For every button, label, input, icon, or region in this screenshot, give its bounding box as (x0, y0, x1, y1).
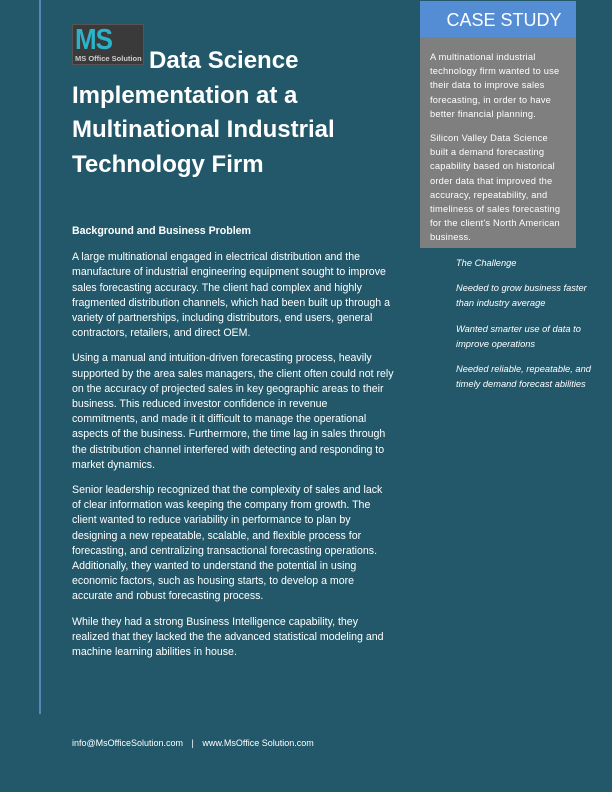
case-study-paragraph: A multinational industrial technology firm wanted to use their data to improve sales forecasting, in order to have better financial planning. (430, 52, 560, 119)
vertical-rule (39, 0, 41, 714)
paragraph: Senior leadership recognized that the complexity of sales and lack of clear information was keeping the company from growth. The client wanted to reduce variability in performance to plan by designing a new repeatable, scalable, and flexible process for forecasting, and centralizing transactional forecasting operations. Additionally, they wanted to understand the potential in using economic factors, such as housing starts, to develop a more accurate and robust forecasting process. (72, 484, 383, 603)
logo-text: MS Office Solution (75, 54, 142, 63)
main-content (72, 224, 394, 670)
challenge-list (456, 256, 596, 402)
challenge-item: Wanted smarter use of data to improve operations (456, 323, 581, 349)
paragraph: A large multinational engaged in electrical distribution and the manufacture of industrial engineering equipment sought to improve sales forecasting accuracy. The client had complex and highly fragmented distribution channels, which had been built up through a variety of partnerships, including distributors, end users, general contractors, retailers, and direct OEM. (72, 251, 391, 340)
footer-email[interactable]: info@MsOfficeSolution.com (72, 738, 184, 748)
paragraph: While they had a strong Business Intelligence capability, they realized that they lacked the the advanced statistical modeling and machine learning abilities in house. (72, 615, 384, 659)
logo-mark: MS (75, 22, 112, 56)
footer-website[interactable]: www.MsOffice Solution.com (202, 738, 314, 748)
case-study-paragraph: Silicon Valley Data Science built a demand forecasting capability based on historical order data that improved the accuracy, repeatability, and timeliness of sales forecasting for the client's North American business. (430, 133, 561, 243)
paragraph: Using a manual and intuition-driven forecasting process, heavily supported by the area sales managers, the client often could not rely on the accuracy of projected sales in key geographic areas to their business. This reduced investor confidence in revenue commitments, and made it it difficult to manage the operational aspects of the business. Furthermore, the time lag in sales through the distribution channel interfered with detecting and responding to market dynamics. (72, 352, 394, 471)
footer (72, 738, 320, 748)
section-heading: Background and Business Problem (72, 225, 251, 237)
challenge-item: Needed to grow business faster than industry average (456, 283, 587, 309)
case-study-box (420, 1, 576, 248)
footer-separator: | (191, 738, 194, 748)
challenge-heading: The Challenge (456, 258, 517, 268)
challenge-item: Needed reliable, repeatable, and timely demand forecast abilities (456, 364, 591, 390)
page-title (72, 44, 372, 182)
case-study-body (420, 37, 576, 248)
page-title-text: Data Science Implementation at a Multinational Industrial Technology Firm (72, 47, 335, 178)
case-study-heading: CASE STUDY (420, 1, 576, 37)
